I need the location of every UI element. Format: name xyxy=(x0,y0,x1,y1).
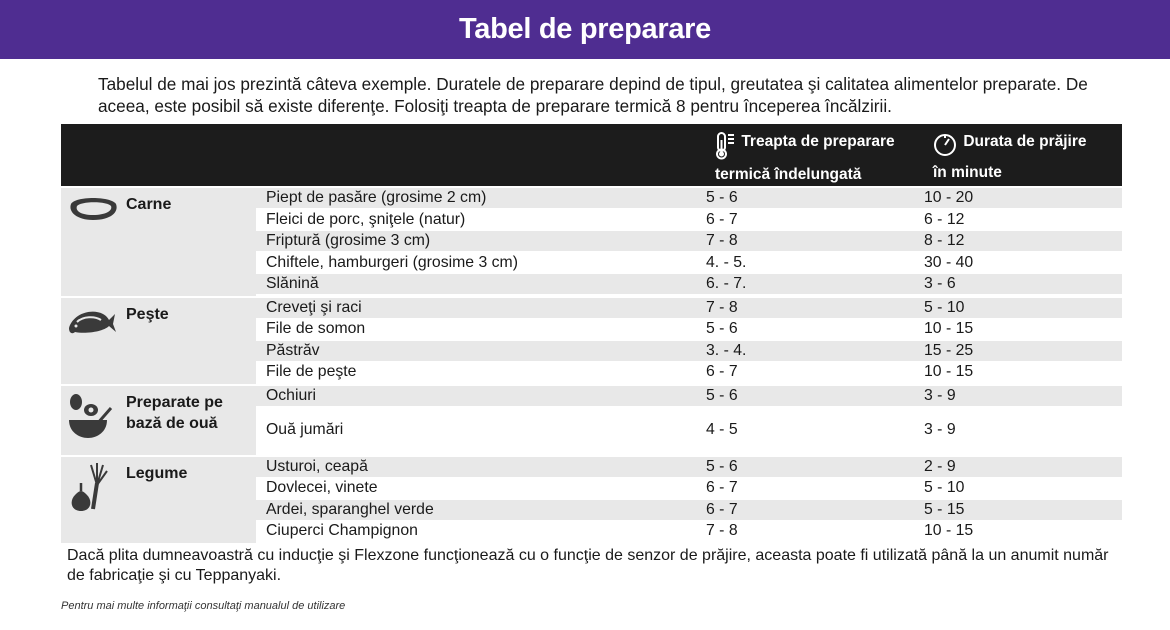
food-cell: Usturoi, ceapă xyxy=(266,457,368,475)
header-level xyxy=(715,132,895,184)
time-cell: 6 - 12 xyxy=(924,210,965,228)
group-legume xyxy=(61,457,1122,543)
level-cell: 3. - 4. xyxy=(706,341,747,359)
time-cell: 10 - 20 xyxy=(924,189,974,206)
table-row xyxy=(256,478,1122,498)
time-cell: 5 - 15 xyxy=(924,500,965,518)
time-cell: 8 - 12 xyxy=(924,232,965,249)
group-label: Peşte xyxy=(126,305,169,323)
table-row xyxy=(256,407,1122,453)
meat-icon xyxy=(67,194,119,229)
food-cell: Slănină xyxy=(266,275,319,292)
level-cell: 6 - 7 xyxy=(706,479,738,496)
group-rows xyxy=(256,386,1122,455)
level-cell: 6. - 7. xyxy=(706,275,747,292)
header-time xyxy=(933,132,1087,182)
food-cell: Fleici de porc, şniţele (natur) xyxy=(266,210,466,228)
food-cell: Chiftele, hamburgeri (grosime 3 cm) xyxy=(266,253,518,271)
fish-icon xyxy=(67,304,117,341)
table-header xyxy=(61,124,1122,186)
footnote-text: Dacă plita dumneavoastră cu inducţie şi Flexzone funcţionează cu o funcţie de senzor de prăjire, aceasta poate fi utilizată până la un anumit număr de fabricaţie şi cu Teppanyaki. xyxy=(67,547,1109,584)
group-label: Preparate pe bază de ouă xyxy=(126,393,223,432)
food-cell: File de somon xyxy=(266,320,366,337)
food-cell: Ciuperci Champignon xyxy=(266,522,418,539)
food-cell: Ardei, sparanghel verde xyxy=(266,500,434,518)
group-carne xyxy=(61,188,1122,296)
level-cell: 5 - 6 xyxy=(706,320,738,337)
intro-text: Tabelul de mai jos prezintă câteva exemple. Duratele de preparare depind de tipul, greutatea şi calitatea alimentelor preparate. De aceea, este posibil să existe diferenţe. Folosiţi treapta de preparare termică 8 pentru începerea încălzirii. xyxy=(98,74,1088,116)
food-cell: Creveţi şi raci xyxy=(266,298,362,316)
level-cell: 5 - 6 xyxy=(706,457,738,475)
food-cell: Ochiuri xyxy=(266,386,317,404)
level-cell: 5 - 6 xyxy=(706,386,738,404)
group-oua xyxy=(61,386,1122,455)
table-row xyxy=(256,386,1122,406)
header-level-line1: Treapta de preparare xyxy=(741,133,895,150)
time-cell: 10 - 15 xyxy=(924,522,974,539)
header-level-line2: termică îndelungată xyxy=(715,166,862,183)
group-label-cell xyxy=(61,386,256,455)
cooking-table xyxy=(61,124,1122,543)
food-cell: Friptură (grosime 3 cm) xyxy=(266,232,431,249)
table-row xyxy=(256,210,1122,230)
time-cell: 10 - 15 xyxy=(924,363,974,380)
time-cell: 3 - 6 xyxy=(924,275,956,292)
level-cell: 5 - 6 xyxy=(706,189,738,206)
table-row xyxy=(256,188,1122,208)
timer-icon xyxy=(933,132,959,163)
food-cell: Dovlecei, vinete xyxy=(266,479,378,496)
time-cell: 3 - 9 xyxy=(924,421,956,438)
group-rows xyxy=(256,457,1122,543)
manual-note: Pentru mai multe informaţii consultaţi manualul de utilizare xyxy=(61,600,346,612)
time-cell: 5 - 10 xyxy=(924,479,965,496)
level-cell: 6 - 7 xyxy=(706,363,738,380)
group-label: Carne xyxy=(126,196,172,213)
thermometer-icon xyxy=(715,132,737,165)
level-cell: 7 - 8 xyxy=(706,522,738,539)
header-time-line1: Durata de prăjire xyxy=(963,133,1087,150)
group-label-cell xyxy=(61,457,256,543)
group-label-cell xyxy=(61,298,256,384)
level-cell: 7 - 8 xyxy=(706,298,738,316)
level-cell: 6 - 7 xyxy=(706,210,738,228)
group-peste xyxy=(61,298,1122,384)
page-title: Tabel de preparare xyxy=(459,13,711,45)
level-cell: 4. - 5. xyxy=(706,253,747,271)
time-cell: 3 - 9 xyxy=(924,386,956,404)
title-banner xyxy=(0,0,1170,59)
food-cell: Păstrăv xyxy=(266,341,320,359)
table-row xyxy=(256,231,1122,251)
table-row xyxy=(256,500,1122,520)
table-row xyxy=(256,253,1122,273)
table-row xyxy=(256,521,1122,541)
time-cell: 30 - 40 xyxy=(924,253,974,271)
level-cell: 4 - 5 xyxy=(706,421,738,438)
level-cell: 7 - 8 xyxy=(706,232,738,249)
eggs-bowl-icon xyxy=(67,392,115,445)
table-row xyxy=(256,274,1122,294)
table-row xyxy=(256,319,1122,339)
table-row xyxy=(256,341,1122,361)
food-cell: Piept de pasăre (grosime 2 cm) xyxy=(266,189,487,206)
table-row xyxy=(256,298,1122,318)
table-row xyxy=(256,457,1122,477)
time-cell: 2 - 9 xyxy=(924,457,956,475)
group-label: Legume xyxy=(126,464,188,482)
group-rows xyxy=(256,188,1122,296)
food-cell: Ouă jumări xyxy=(266,421,344,438)
time-cell: 5 - 10 xyxy=(924,298,965,316)
vegetables-icon xyxy=(67,463,113,518)
level-cell: 6 - 7 xyxy=(706,500,738,518)
time-cell: 15 - 25 xyxy=(924,341,974,359)
food-cell: File de peşte xyxy=(266,363,357,380)
table-row xyxy=(256,362,1122,382)
time-cell: 10 - 15 xyxy=(924,320,974,337)
header-time-line2: în minute xyxy=(933,164,1002,181)
group-rows xyxy=(256,298,1122,384)
group-label-cell xyxy=(61,188,256,296)
